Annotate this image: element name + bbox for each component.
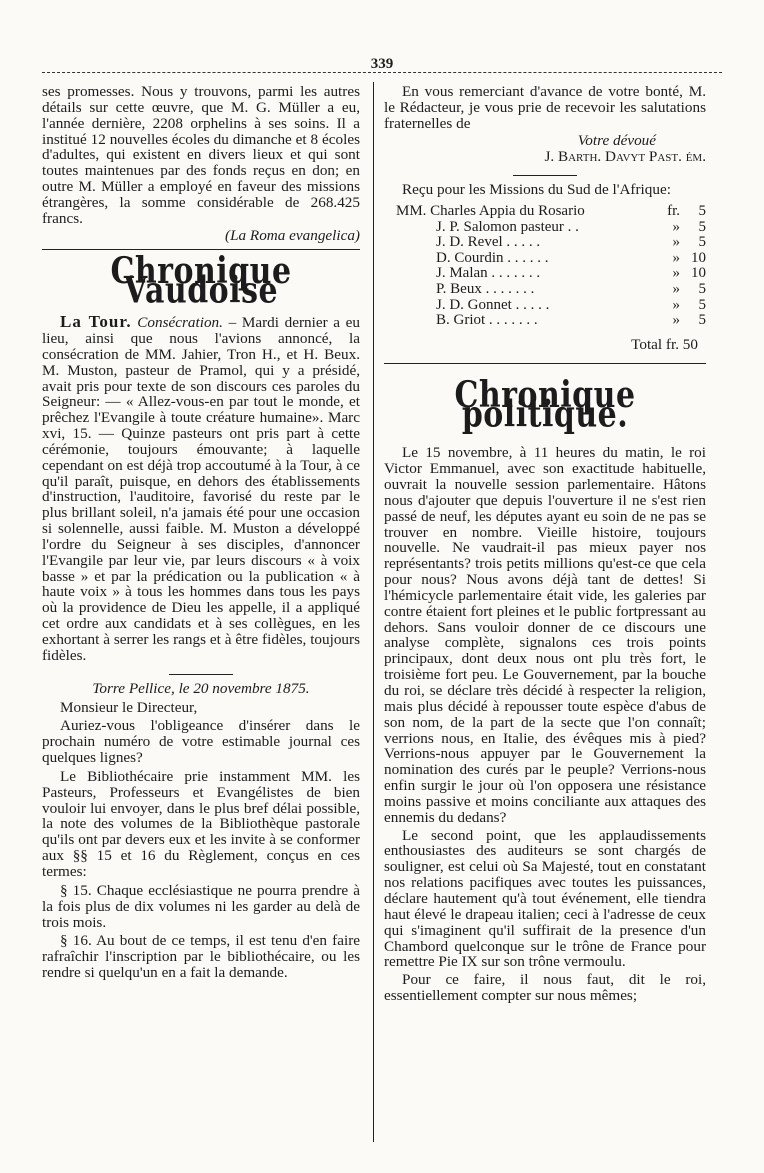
- donation-amount: 5: [698, 312, 706, 329]
- donation-amount: 5: [698, 296, 706, 313]
- donation-row: [384, 266, 706, 282]
- intro-source: (La Roma evangelica): [225, 226, 360, 244]
- donation-row: [384, 251, 706, 267]
- donation-name: B. Griot . . . . . . .: [436, 312, 538, 329]
- short-rule-2: [513, 175, 577, 176]
- donation-amount: 5: [698, 203, 706, 220]
- donation-name: MM. Charles Appia du Rosario: [396, 203, 585, 220]
- donation-row: [384, 220, 706, 236]
- donation-amount: 10: [691, 265, 706, 282]
- donation-currency: »: [672, 265, 680, 282]
- donation-row: [384, 282, 706, 298]
- letter-close: En vous remerciant d'avance de votre bonté, M. le Rédacteur, je vous prie de recevoir les salutations fraternelles de: [384, 83, 706, 132]
- politics-paragraph-1: Le 15 novembre, à 11 heures du matin, le roi Victor Emmanuel, avec son exactitude habituelle, ouvrait la nouvelle session parlementaire. Hâtons nous d'ajouter que depuis l'ouverture il ne s'est rien passé de neuf, les députes ayant eu soin de ne pas se trouver en nombre. Vieille histoire, toujours nouvelle. Ne vaudrait-il pas mieux payer nos représentants? trois petits millions qu'est-ce que cela pour nous? Nous avons déjà tant de dettes! Si l'hémicycle parlementaire était vide, les galeries par contre étaient fort pleines et le public fortpressant au dehors. Sans vouloir donner de ce discours une analyse complète, signalons ces trois points principaux, dont deux nous ont plu très fort, le troisième fort peu. Le Gouvernement, par la bouche du roi, se déclare très décidé à respecter la religion, mais plus décidé à repousser toute espèce d'abus de son nom, de la part de la secte que l'on connaît; verrions nous, en Italie, des évêques mis à pied? Verrions-nous appuyer par le Gouvernement la nomination des curés par le peuple? Verrions-nous enfin surgir le jour où l'on opposera une résistance moins passive et moins conciliante aux attaques des ennemis du dedans?: [384, 444, 706, 826]
- letter-paragraph-3: § 15. Chaque ecclésiastique ne pourra prendre à la fois plus de dix volumes ni les garder au delà de trois mois.: [42, 881, 360, 931]
- politics-paragraph-2: Le second point, que les applaudissements enthousiastes des auditeurs se sont chargés de souligner, est celui où Sa Majesté, tout en constatant nos relations pacifiques avec toutes les puissances, déclare hautement qu'à tout événement, elle tiendra haut élevé le drapeau italien; ceci à l'adresse de ceux qui s'imaginent qu'il suffirait de la presence d'un Chambord quelconque sur le trône de France pour remettre Pie IX sur son trône vermoulu.: [384, 826, 706, 971]
- donation-amount: 5: [698, 218, 706, 235]
- donation-amount: 5: [698, 281, 706, 298]
- donation-amount: 5: [698, 234, 706, 251]
- signature-name: J. Barth. Davyt Past. ém.: [544, 148, 706, 166]
- letter-paragraph-4: § 16. Au bout de ce temps, il est tenu d'en faire rafraîchir l'inscription par le bibliothécaire, ou les rendre si quelqu'un en a fait la demande.: [42, 932, 360, 982]
- letter-paragraph-1: Auriez-vous l'obligeance d'insérer dans le prochain numéro de votre estimable journal ces quelques lignes?: [42, 717, 360, 767]
- donation-row: [384, 235, 706, 251]
- intro-paragraph: ses promesses. Nous y trouvons, parmi les autres détails sur cette œuvre, que M. G. Müller a eu, l'année dernière, 2208 orphelins à ses soins. Il a institué 12 nouvelles écoles du dimanche et 8 écoles d'adultes, qui existent en divers lieux et qui sont toutes maintenues par des fonds reçus en don; en outre M. Müller a employé en faveur des missions étrangères, la somme considérable de 268.425 francs.: [42, 83, 360, 227]
- column-divider: [373, 82, 374, 1142]
- donation-currency: »: [672, 312, 680, 329]
- donation-currency: »: [672, 234, 680, 251]
- section-rule-2: [384, 363, 706, 364]
- letter-salutation: Monsieur le Directeur,: [60, 698, 198, 716]
- tour-lead: La Tour.: [60, 312, 132, 332]
- donations-total: Total fr. 50: [631, 335, 698, 353]
- page-number: 339: [370, 56, 394, 72]
- donation-currency: »: [672, 296, 680, 313]
- tour-article: [42, 314, 360, 664]
- politics-paragraph-3: Pour ce faire, il nous faut, dit le roi, essentiellement compter sur nous mêmes;: [384, 971, 706, 1005]
- section-title-politique: Chronique politique.: [454, 374, 636, 436]
- donations-table: [384, 204, 706, 329]
- donation-name: D. Courdin . . . . . .: [436, 249, 549, 266]
- donation-row: [384, 298, 706, 314]
- signature-line: Votre dévoué: [577, 131, 656, 149]
- donation-row: [384, 204, 706, 220]
- donation-currency: »: [672, 218, 680, 235]
- short-rule: [169, 674, 233, 675]
- letter-paragraph-2: Le Bibliothécaire prie instamment MM. les Pasteurs, Professeurs et Evangélistes de bien vouloir lui envoyer, dans le plus bref délai possible, la note des volumes de la Bibliothèque pastorale qu'ils ont par devers eux et les invite à se conformer aux §§ 15 et 16 du Règlement, conçus en ces termes:: [42, 767, 360, 880]
- donation-name: P. Beux . . . . . . .: [436, 281, 535, 298]
- donation-amount: 10: [691, 249, 706, 266]
- letter-date: Torre Pellice, le 20 novembre 1875.: [92, 679, 310, 697]
- left-column: [42, 84, 360, 981]
- donations-intro: Reçu pour les Missions du Sud de l'Afrique:: [402, 181, 671, 199]
- donation-name: J. D. Revel . . . . .: [436, 234, 541, 251]
- donation-name: J. D. Gonnet . . . . .: [436, 296, 550, 313]
- donation-currency: fr.: [667, 203, 680, 220]
- donation-currency: »: [672, 249, 680, 266]
- tour-subhead: Consécration.: [137, 314, 223, 332]
- donation-name: J. Malan . . . . . . .: [436, 265, 541, 282]
- donation-row: [384, 313, 706, 329]
- right-column: [384, 84, 706, 1004]
- tour-body: – Mardi dernier a eu lieu, ainsi que nous l'avions annoncé, la consécration de MM. Jahier, Tron H., et H. Beux. M. Muston, pasteur de Pramol, qui y a présidé, avait pris pour texte de son discours ces paroles du Seigneur: — « Allez-vous-en par tout le monde, et prêchez l'Evangile à toute créature humaine». Marc xvi, 15. — Quinze pasteurs ont pris part à cette cérémonie, toujours émouvante; à laquelle cependant on est déjà trop accoutumé à la Tour, à ce qu'il paraît, puisque, en dehors des établissements d'instruction, l'auditoire, favorisé du reste par le plus brillant soleil, n'a jamais été pour une occasion si solennelle, aussi faible. M. Muston a développé l'ordre du Seigneur à ses disciples, d'annoncer l'Evangile par leur vie, par leurs discours « à voix basse » et par la prédication ou la publication « à haute voix » à tous les hommes dans tous les pays où la providence de Dieu les appelle, il a appliqué cet ordre aux candidats et à ses collègues, en les exhortant à serrer les rangs et à être fidèles, toujours fidèles.: [42, 314, 361, 664]
- header-rule: [42, 72, 722, 73]
- section-title-vaudoise: Chronique Vaudoise: [110, 251, 292, 313]
- donation-name: J. P. Salomon pasteur . .: [436, 218, 579, 235]
- donation-currency: »: [672, 281, 680, 298]
